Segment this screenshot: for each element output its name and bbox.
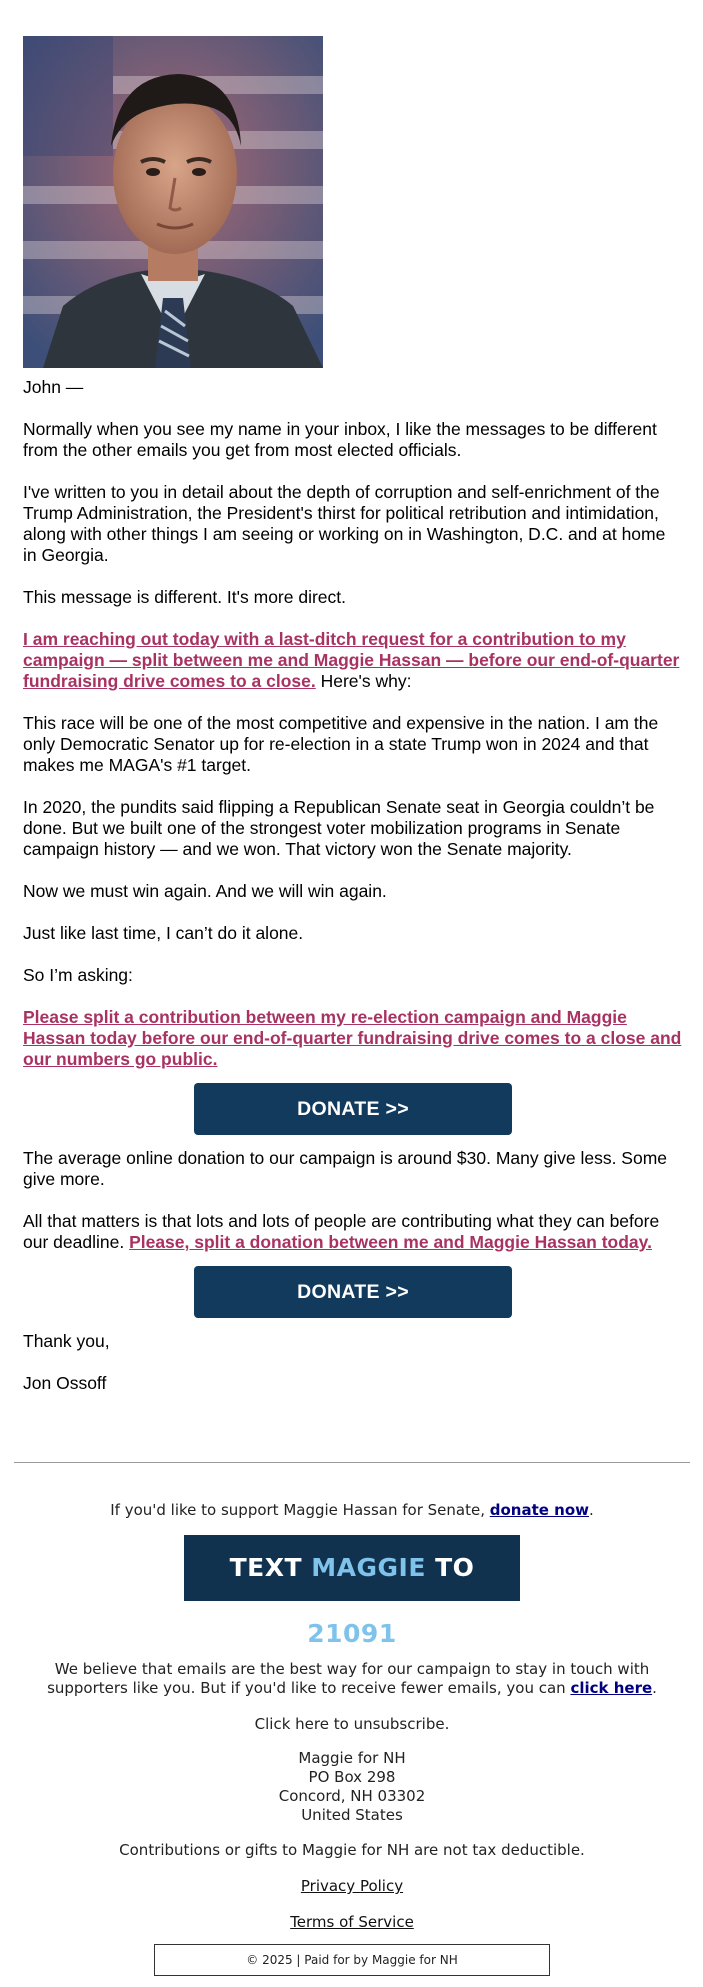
average-paragraph: The average online donation to our campaign is around $30. Many give less. Some give more. xyxy=(23,1148,668,1189)
matters-paragraph xyxy=(23,1211,683,1253)
alone-paragraph: Just like last time, I can’t do it alone. xyxy=(23,923,304,943)
address-line-org: Maggie for NH xyxy=(298,1749,406,1767)
detail-paragraph: I've written to you in detail about the depth of corruption and self-enrichment of the Trump Administration, the President's thirst for political retribution and intimidation, along with other things I am seeing or working on in Washington, D.C. and at home in Georgia. xyxy=(23,482,666,565)
banner-to: TO xyxy=(425,1553,475,1582)
privacy-row xyxy=(14,1877,690,1895)
address-line-box: PO Box 298 xyxy=(308,1768,396,1786)
support-end: . xyxy=(589,1501,594,1519)
candidate-photo xyxy=(23,36,323,368)
banner-keyword: MAGGIE xyxy=(311,1553,426,1582)
banner-shortcode: 21091 xyxy=(307,1619,397,1648)
greeting: John — xyxy=(23,377,84,397)
ask-paragraph xyxy=(23,629,683,692)
thanks: Thank you, xyxy=(23,1331,110,1351)
support-line xyxy=(14,1501,690,1519)
contribution-ask-link[interactable]: I am reaching out today with a last-ditch request for a contribution to my campaign — split between me and Maggie Hassan — before our end-of-quarter fundraising drive comes to a close. xyxy=(23,629,680,691)
split-donation-link[interactable]: Please, split a donation between me and Maggie Hassan today. xyxy=(129,1232,652,1252)
believe-text: We believe that emails are the best way for our campaign to stay in touch with supporters like you. But if you'd like to receive fewer emails, you can xyxy=(47,1660,650,1697)
donate-now-link[interactable]: donate now xyxy=(489,1501,589,1519)
copyright-box: © 2025 | Paid for by Maggie for NH xyxy=(154,1944,550,1976)
banner-text: TEXT xyxy=(229,1553,312,1582)
history-paragraph: In 2020, the pundits said flipping a Republican Senate seat in Georgia couldn’t be done. But we built one of the strongest voter mobilization programs in Senate campaign history — and we won. That victory won the Senate majority. xyxy=(23,797,655,859)
donate-button-wrap-1 xyxy=(23,1083,683,1135)
address-line-city: Concord, NH 03302 xyxy=(278,1787,426,1805)
donate-button[interactable]: DONATE >> xyxy=(194,1083,512,1135)
ask-tail: Here's why: xyxy=(315,671,412,691)
split-paragraph xyxy=(23,1007,683,1070)
different-paragraph: This message is different. It's more direct. xyxy=(23,587,346,607)
text-maggie-banner[interactable] xyxy=(184,1535,520,1648)
email-body xyxy=(23,36,683,1415)
tax-note: Contributions or gifts to Maggie for NH are not tax deductible. xyxy=(119,1841,585,1859)
win-again-paragraph: Now we must win again. And we will win again. xyxy=(23,881,387,901)
support-text: If you'd like to support Maggie Hassan for Senate, xyxy=(110,1501,490,1519)
believe-end: . xyxy=(652,1679,657,1697)
race-paragraph: This race will be one of the most competitive and expensive in the nation. I am the only Democratic Senator up for re-election in a state Trump won in 2024 and that makes me MAGA's #1 target. xyxy=(23,713,659,775)
privacy-policy-link[interactable]: Privacy Policy xyxy=(300,1877,404,1895)
matters-text: All that matters is that lots and lots of people are contributing what they can before our deadline. xyxy=(23,1211,660,1252)
donate-button-second[interactable]: DONATE >> xyxy=(194,1266,512,1318)
mailing-address xyxy=(14,1749,690,1825)
fewer-emails-link[interactable]: click here xyxy=(570,1679,653,1697)
unsubscribe-link[interactable]: Click here to unsubscribe. xyxy=(254,1715,450,1733)
address-line-country: United States xyxy=(301,1806,403,1824)
terms-row xyxy=(14,1913,690,1931)
fewer-emails-line xyxy=(14,1660,690,1698)
signature: Jon Ossoff xyxy=(23,1373,107,1393)
intro-paragraph: Normally when you see my name in your inbox, I like the messages to be different from the other emails you get from most elected officials. xyxy=(23,419,657,460)
footer xyxy=(14,1462,690,1976)
split-contribution-link[interactable]: Please split a contribution between my re-election campaign and Maggie Hassan today before our end-of-quarter fundraising drive comes to a close and our numbers go public. xyxy=(23,1007,682,1069)
donate-button-wrap-2 xyxy=(23,1266,683,1318)
asking-paragraph: So I’m asking: xyxy=(23,965,133,985)
terms-of-service-link[interactable]: Terms of Service xyxy=(290,1913,414,1931)
